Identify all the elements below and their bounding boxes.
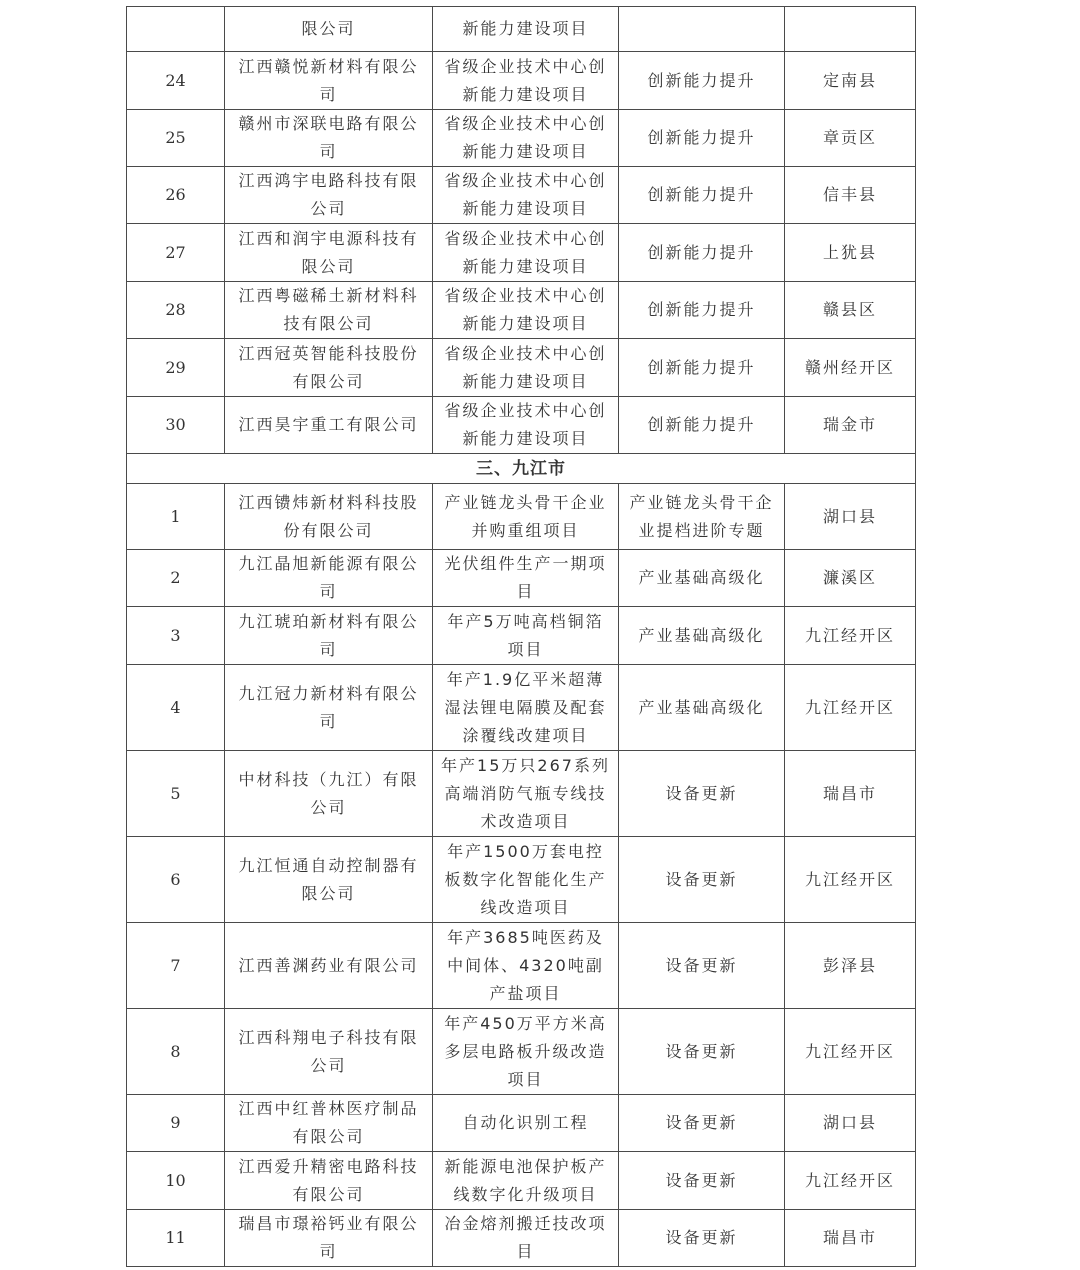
category-cell: 设备更新 xyxy=(619,1152,785,1210)
table-row xyxy=(127,1009,916,1095)
row-number-cell: 4 xyxy=(127,665,225,751)
location-cell: 彭泽县 xyxy=(785,923,916,1009)
project-cell: 年产5万吨高档铜箔项目 xyxy=(433,607,619,665)
row-number-cell: 30 xyxy=(127,397,225,454)
row-number-cell xyxy=(127,7,225,52)
location-cell: 九江经开区 xyxy=(785,1152,916,1210)
table-row xyxy=(127,52,916,110)
project-cell: 年产15万只267系列高端消防气瓶专线技术改造项目 xyxy=(433,751,619,837)
category-cell: 设备更新 xyxy=(619,1095,785,1152)
category-cell: 创新能力提升 xyxy=(619,339,785,397)
table-row xyxy=(127,837,916,923)
table-row xyxy=(127,7,916,52)
location-cell: 上犹县 xyxy=(785,224,916,282)
category-cell xyxy=(619,7,785,52)
company-cell: 江西鸿宇电路科技有限公司 xyxy=(225,167,433,224)
table-row xyxy=(127,751,916,837)
location-cell: 章贡区 xyxy=(785,110,916,167)
project-cell: 年产3685吨医药及中间体、4320吨副产盐项目 xyxy=(433,923,619,1009)
company-cell: 九江晶旭新能源有限公司 xyxy=(225,550,433,607)
row-number-cell: 11 xyxy=(127,1210,225,1267)
category-cell: 产业基础高级化 xyxy=(619,607,785,665)
category-cell: 创新能力提升 xyxy=(619,224,785,282)
project-cell: 省级企业技术中心创新能力建设项目 xyxy=(433,167,619,224)
table-row xyxy=(127,110,916,167)
category-cell: 创新能力提升 xyxy=(619,52,785,110)
category-cell: 设备更新 xyxy=(619,751,785,837)
location-cell: 赣州经开区 xyxy=(785,339,916,397)
company-cell: 江西昊宇重工有限公司 xyxy=(225,397,433,454)
table-row xyxy=(127,1210,916,1267)
project-cell: 省级企业技术中心创新能力建设项目 xyxy=(433,282,619,339)
table-row xyxy=(127,550,916,607)
company-cell: 江西爱升精密电路科技有限公司 xyxy=(225,1152,433,1210)
row-number-cell: 1 xyxy=(127,484,225,550)
company-cell: 江西善渊药业有限公司 xyxy=(225,923,433,1009)
row-number-cell: 7 xyxy=(127,923,225,1009)
project-cell: 光伏组件生产一期项目 xyxy=(433,550,619,607)
location-cell xyxy=(785,7,916,52)
company-cell: 中材科技（九江）有限公司 xyxy=(225,751,433,837)
category-cell: 设备更新 xyxy=(619,923,785,1009)
location-cell: 瑞昌市 xyxy=(785,751,916,837)
table-row xyxy=(127,1095,916,1152)
location-cell: 赣县区 xyxy=(785,282,916,339)
row-number-cell: 6 xyxy=(127,837,225,923)
category-cell: 设备更新 xyxy=(619,1009,785,1095)
project-list-table xyxy=(126,6,916,1267)
row-number-cell: 29 xyxy=(127,339,225,397)
location-cell: 濂溪区 xyxy=(785,550,916,607)
company-cell: 江西冠英智能科技股份有限公司 xyxy=(225,339,433,397)
table-row xyxy=(127,339,916,397)
company-cell: 江西科翔电子科技有限公司 xyxy=(225,1009,433,1095)
company-cell: 九江恒通自动控制器有限公司 xyxy=(225,837,433,923)
table-body xyxy=(127,7,916,1267)
category-cell: 设备更新 xyxy=(619,1210,785,1267)
company-cell: 江西赣悦新材料有限公司 xyxy=(225,52,433,110)
category-cell: 创新能力提升 xyxy=(619,110,785,167)
company-cell: 江西粤磁稀土新材料科技有限公司 xyxy=(225,282,433,339)
location-cell: 九江经开区 xyxy=(785,665,916,751)
table-row xyxy=(127,1152,916,1210)
category-cell: 创新能力提升 xyxy=(619,282,785,339)
category-cell: 创新能力提升 xyxy=(619,167,785,224)
company-cell: 江西镄炜新材料科技股份有限公司 xyxy=(225,484,433,550)
category-cell: 产业链龙头骨干企业提档进阶专题 xyxy=(619,484,785,550)
project-cell: 新能源电池保护板产线数字化升级项目 xyxy=(433,1152,619,1210)
location-cell: 定南县 xyxy=(785,52,916,110)
project-cell: 年产1.9亿平米超薄湿法锂电隔膜及配套涂覆线改建项目 xyxy=(433,665,619,751)
row-number-cell: 25 xyxy=(127,110,225,167)
row-number-cell: 10 xyxy=(127,1152,225,1210)
project-cell: 年产1500万套电控板数字化智能化生产线改造项目 xyxy=(433,837,619,923)
category-cell: 产业基础高级化 xyxy=(619,550,785,607)
project-cell: 省级企业技术中心创新能力建设项目 xyxy=(433,224,619,282)
company-cell: 九江琥珀新材料有限公司 xyxy=(225,607,433,665)
category-cell: 产业基础高级化 xyxy=(619,665,785,751)
row-number-cell: 26 xyxy=(127,167,225,224)
project-cell: 省级企业技术中心创新能力建设项目 xyxy=(433,110,619,167)
project-cell: 省级企业技术中心创新能力建设项目 xyxy=(433,52,619,110)
location-cell: 瑞金市 xyxy=(785,397,916,454)
row-number-cell: 9 xyxy=(127,1095,225,1152)
location-cell: 九江经开区 xyxy=(785,607,916,665)
location-cell: 信丰县 xyxy=(785,167,916,224)
location-cell: 九江经开区 xyxy=(785,1009,916,1095)
company-cell: 赣州市深联电路有限公司 xyxy=(225,110,433,167)
table-row xyxy=(127,607,916,665)
table-row xyxy=(127,282,916,339)
location-cell: 湖口县 xyxy=(785,484,916,550)
category-cell: 设备更新 xyxy=(619,837,785,923)
table-row xyxy=(127,665,916,751)
company-cell: 九江冠力新材料有限公司 xyxy=(225,665,433,751)
table-row xyxy=(127,484,916,550)
location-cell: 湖口县 xyxy=(785,1095,916,1152)
section-title: 三、九江市 xyxy=(127,454,916,484)
row-number-cell: 28 xyxy=(127,282,225,339)
company-cell: 江西和润宇电源科技有限公司 xyxy=(225,224,433,282)
table-row xyxy=(127,397,916,454)
table-row xyxy=(127,923,916,1009)
section-header-row xyxy=(127,454,916,484)
project-cell: 年产450万平方米高多层电路板升级改造项目 xyxy=(433,1009,619,1095)
row-number-cell: 8 xyxy=(127,1009,225,1095)
project-cell: 产业链龙头骨干企业并购重组项目 xyxy=(433,484,619,550)
project-cell: 省级企业技术中心创新能力建设项目 xyxy=(433,339,619,397)
row-number-cell: 3 xyxy=(127,607,225,665)
location-cell: 九江经开区 xyxy=(785,837,916,923)
row-number-cell: 2 xyxy=(127,550,225,607)
project-cell: 省级企业技术中心创新能力建设项目 xyxy=(433,397,619,454)
company-cell: 限公司 xyxy=(225,7,433,52)
table-row xyxy=(127,224,916,282)
location-cell: 瑞昌市 xyxy=(785,1210,916,1267)
project-cell: 冶金熔剂搬迁技改项目 xyxy=(433,1210,619,1267)
category-cell: 创新能力提升 xyxy=(619,397,785,454)
row-number-cell: 24 xyxy=(127,52,225,110)
table-row xyxy=(127,167,916,224)
row-number-cell: 27 xyxy=(127,224,225,282)
company-cell: 瑞昌市璟裕钙业有限公司 xyxy=(225,1210,433,1267)
project-cell: 自动化识别工程 xyxy=(433,1095,619,1152)
company-cell: 江西中红普林医疗制品有限公司 xyxy=(225,1095,433,1152)
project-cell: 新能力建设项目 xyxy=(433,7,619,52)
row-number-cell: 5 xyxy=(127,751,225,837)
